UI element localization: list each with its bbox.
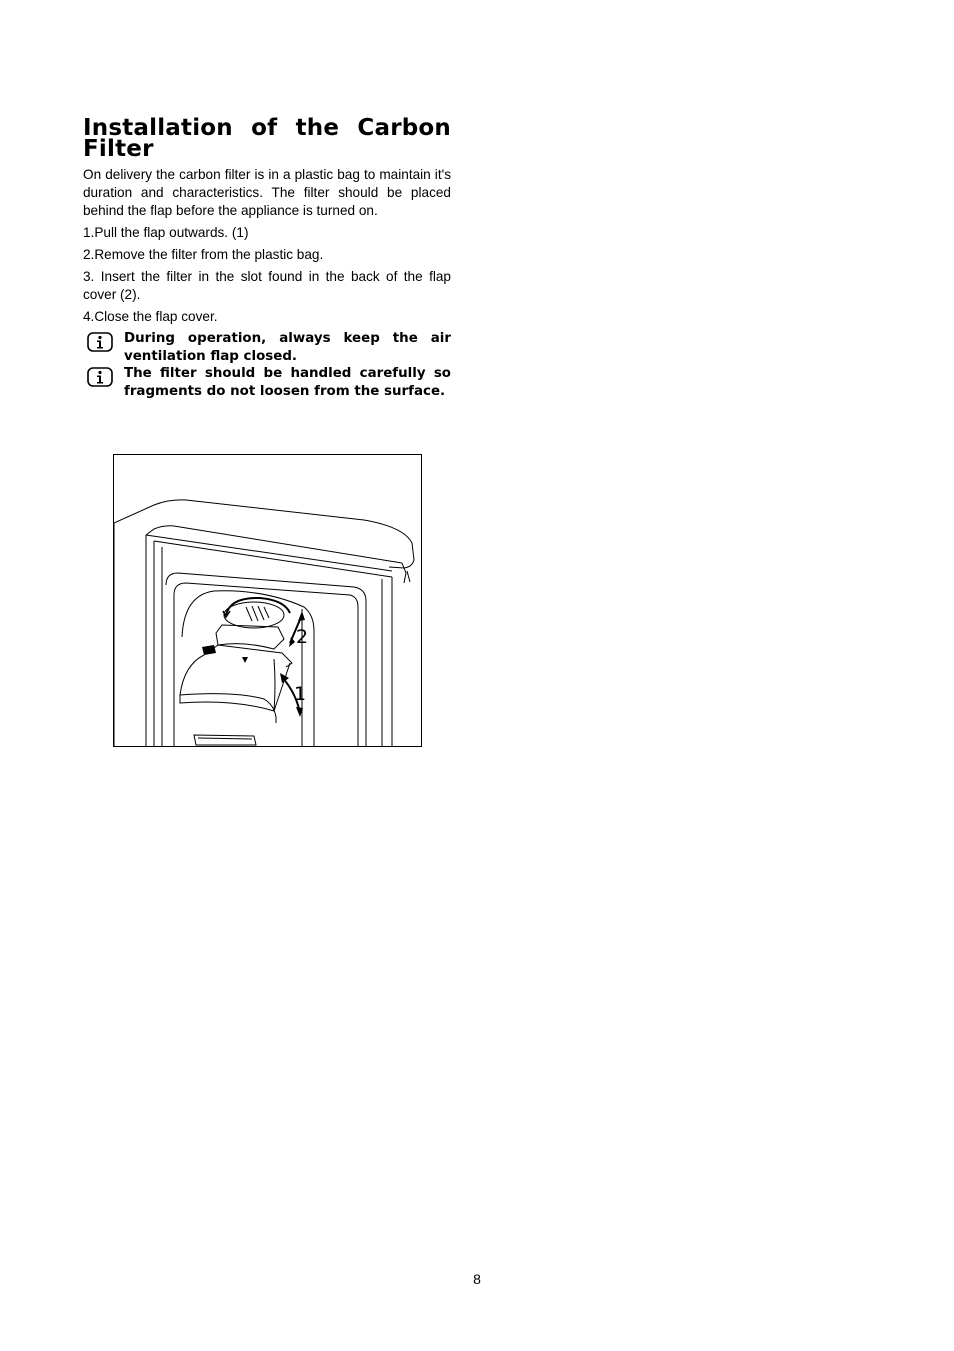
- info-icon: [87, 332, 113, 352]
- page-title: [83, 115, 451, 162]
- info-note-2: [83, 365, 451, 400]
- info-note-1-text: During operation, always keep the air ventilation flap closed.: [124, 331, 451, 364]
- step-3: 3. Insert the filter in the slot found in the back of the flap cover (2).: [83, 269, 451, 302]
- info-note-1: [83, 330, 451, 365]
- carbon-filter-illustration: [113, 454, 422, 747]
- content-column: [83, 115, 451, 400]
- page-number: 8: [473, 1271, 481, 1287]
- callout-1: 1: [294, 683, 307, 705]
- info-icon: [87, 367, 113, 387]
- intro-paragraph: On delivery the carbon filter is in a plastic bag to maintain it's duration and characteristics. The filter should be placed behind the flap before the appliance is turned on.: [83, 167, 451, 218]
- callout-2: 2: [296, 626, 309, 648]
- page-title-line-2: Filter: [83, 136, 154, 162]
- fridge-interior-drawing: [114, 455, 422, 747]
- step-1: 1.Pull the flap outwards. (1): [83, 225, 249, 240]
- page-title-line-1: Installation of the Carbon: [83, 115, 451, 141]
- step-4: 4.Close the flap cover.: [83, 309, 218, 324]
- step-2: 2.Remove the filter from the plastic bag.: [83, 247, 324, 262]
- info-note-2-text: The filter should be handled carefully so fragments do not loosen from the surface.: [124, 366, 451, 399]
